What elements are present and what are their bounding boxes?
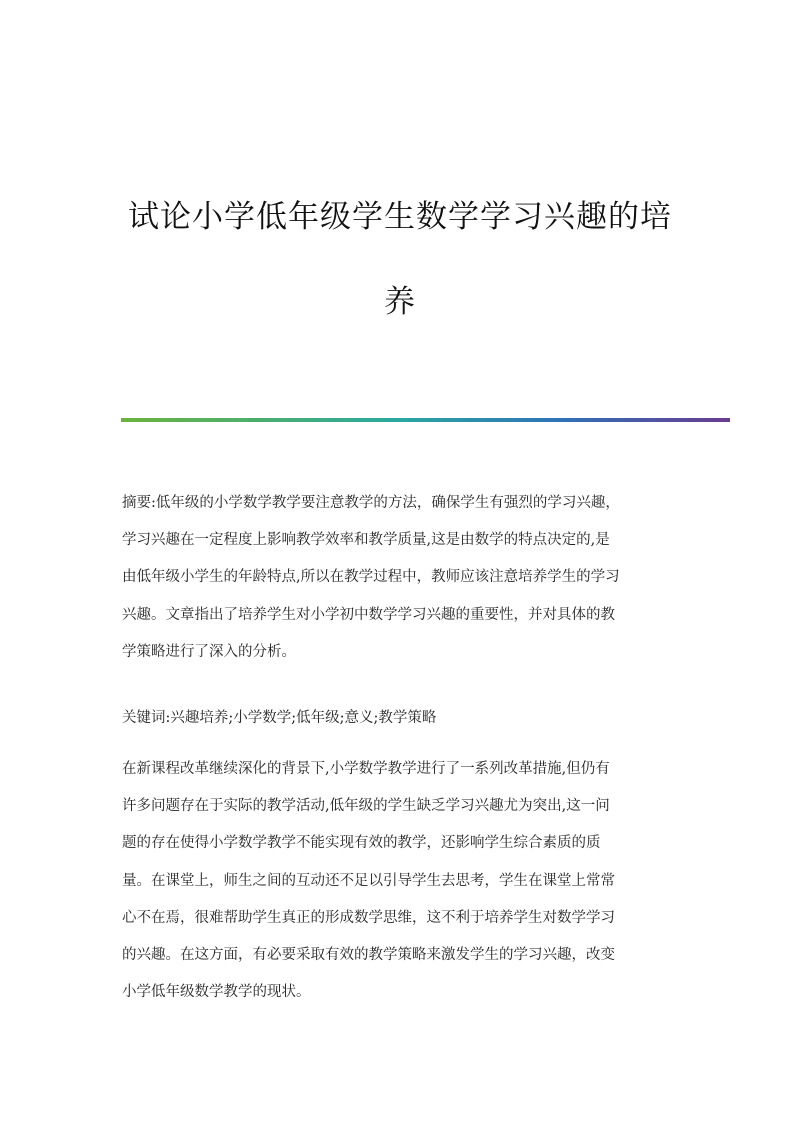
abstract <box>122 485 682 671</box>
body-paragraph <box>122 751 682 1011</box>
abstract-line: 摘要:低年级的小学数学教学要注意教学的方法，确保学生有强烈的学习兴趣， <box>122 495 620 511</box>
keywords-line: 关键词:兴趣培养;小学数学;低年级;意义;教学策略 <box>122 710 437 726</box>
paragraph-line: 小学低年级数学教学的现状。 <box>122 984 311 1001</box>
paragraph-line: 题的存在使得小学数学教学不能实现有效的教学，还影响学生综合素质的质 <box>122 835 601 852</box>
keywords <box>122 700 682 737</box>
paragraph-line: 心不在焉，很难帮助学生真正的形成数学思维，这不利于培养学生对数学学习 <box>122 909 615 926</box>
abstract-line: 由低年级小学生的年龄特点,所以在教学过程中，教师应该注意培养学生的学习 <box>122 569 620 586</box>
abstract-line: 学策略进行了深入的分析。 <box>122 643 296 660</box>
paragraph-line: 的兴趣。在这方面，有必要采取有效的教学策略来激发学生的学习兴趣，改变 <box>122 946 615 963</box>
paragraph-line: 量。在课堂上，师生之间的互动还不足以引导学生去思考，学生在课堂上常常 <box>122 872 615 889</box>
gradient-divider <box>121 418 730 422</box>
document-title-line-2: 养 <box>384 284 416 320</box>
abstract-line: 学习兴趣在一定程度上影响教学效率和教学质量,这是由数学的特点决定的,是 <box>122 532 610 549</box>
abstract-line: 兴趣。文章指出了培养学生对小学初中数学学习兴趣的重要性，并对具体的教 <box>122 606 615 623</box>
paragraph-line: 在新课程改革继续深化的背景下,小学数学教学进行了一系列改革措施,但仍有 <box>122 761 610 777</box>
document-title-line-1: 试论小学低年级学生数学学习兴趣的培 <box>128 199 672 235</box>
paragraph-line: 许多问题存在于实际的教学活动,低年级的学生缺乏学习兴趣尤为突出,这一问 <box>122 798 610 815</box>
